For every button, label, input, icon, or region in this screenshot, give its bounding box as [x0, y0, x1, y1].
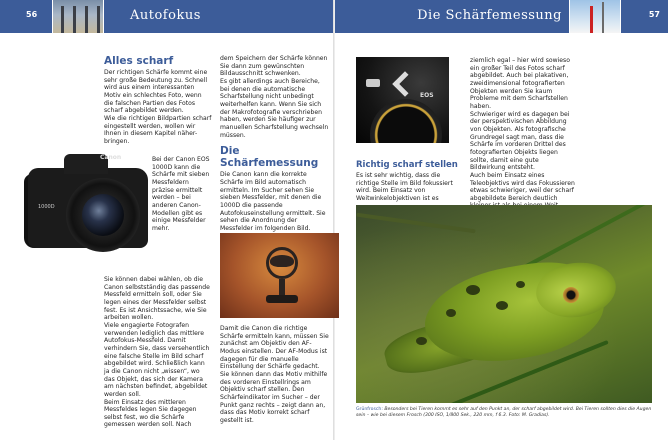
frog-photo-caption [356, 407, 656, 419]
paragraph: Der richtigen Schärfe kommt eine sehr große Bedeutung zu. Schnell wird aus einem interessanten Motiv ein schlechtes Foto, wenn die falschen Partien des Fotos scharf abgebildet werden. [104, 69, 208, 115]
caption-tag: Grünfrosch: [356, 407, 383, 412]
paragraph: Es gibt allerdings auch Bereiche, bei denen die automatische Scharfstellung nicht unbedingt weiterhelfen kann. Wenn Sie sich der Makrofotografie verschrieben haben, werden Sie häufiger zur manuellen Scharfstellung wechseln müssen. [220, 77, 329, 139]
camera-side-caption [152, 156, 210, 233]
camera-model-label: 1000D [38, 204, 55, 210]
left-chapter-title: Autofokus [130, 8, 201, 23]
paragraph: dem Speichern der Schärfe können Sie dann zum gewünschten Bildausschnitt schwenken. [220, 55, 328, 78]
eos-label: EOS [420, 92, 434, 99]
thumbnail-bar [61, 6, 64, 33]
right-page-number: 57 [648, 10, 660, 19]
frog-spot [516, 281, 525, 288]
af-mf-switch [366, 79, 380, 87]
book-gutter [333, 0, 335, 440]
left-column-1-top [104, 55, 212, 146]
section-heading-schaerfemessung: Die Schärfemessung [220, 145, 319, 170]
paragraph: Bei der Canon EOS 1000D kann die Schärfe mit sieben Messfeldern präzise ermittelt werden – bei anderen Canon-Modellen gibt es einige Messfelder mehr. [152, 156, 210, 232]
left-header-thumbnail [52, 0, 104, 33]
frog-spot [496, 301, 508, 310]
frog-spot [466, 285, 480, 295]
thumbnail-bar [73, 6, 76, 33]
left-column-2-bottom [220, 325, 330, 425]
thumbnail-bar [85, 6, 88, 33]
right-column-2 [470, 57, 576, 210]
right-chapter-title: Die Schärfemessung [417, 8, 562, 23]
paragraph: Wie die richtigen Bildpartien scharf eingestellt werden, wollen wir Ihnen in diesem Kapitel näher-bringen. [104, 114, 212, 145]
ornament-base [266, 295, 298, 303]
paragraph: Viele engagierte Fotografen verwenden lediglich das mittlere Autofokus-Messfeld. Damit verhindern Sie, dass versehentlich eine falsche Stelle im Bild scharf abgebildet wird. Schließlich kann ja die Canon nicht „wissen“, wo das Objekt, das sich der Kamera am nächsten befindet, abgebildet werden soll. [104, 321, 210, 398]
right-header-band [335, 0, 668, 33]
thumbnail-bar [97, 6, 100, 33]
thumbnail-pole [602, 2, 604, 33]
camera-lens-glass [82, 194, 124, 236]
right-header-thumbnail [569, 0, 621, 33]
paragraph: Beim Einsatz des mittleren Messfeldes legen Sie dagegen selbst fest, wo die Schärfe gemessen werden soll. Nach [104, 398, 197, 429]
frog-eye [563, 287, 579, 303]
right-column-1 [356, 160, 464, 203]
frog-spot [446, 309, 456, 317]
frog-photo [356, 205, 652, 403]
paragraph: Sie können dabei wählen, ob die Canon selbstständig das passende Messfeld ermitteln soll, oder Sie legen eines der Messfelder selbst fest. Es ist Ansichtssache, wie Sie arbeiten wollen. [104, 276, 210, 322]
section-heading-alles-scharf: Alles scharf [104, 55, 174, 67]
section-heading-richtig-scharf-stellen: Richtig scharf stellen [356, 160, 458, 170]
lens-ring [370, 99, 442, 143]
left-header-band [0, 0, 333, 33]
paragraph: Schwieriger wird es dagegen bei der perspektivischen Abbildung von Objekten. Als fotografische Grundregel sagt man, dass die Schärfe im vorderen Drittel des fotografierten Objekts liegen sollte, damit eine gute Bildwirkung entsteht. [470, 110, 570, 172]
thumbnail-pole [590, 6, 593, 33]
ornament-figure [270, 255, 294, 267]
left-page-number: 56 [26, 10, 38, 19]
paragraph: Es ist sehr wichtig, dass die richtige Stelle im Bild fokussiert wird. Beim Einsatz von Weitwinkelobjektiven ist es [356, 172, 453, 202]
paragraph: ziemlich egal – hier wird sowieso ein großer Teil des Fotos scharf abgebildet. Auch bei plakativen, zweidimensional fotografierten Objekten werden Sie kaum Probleme mit dem Scharfstellen haben. [470, 57, 570, 110]
caption-text: Besonders bei Tieren kommt es sehr auf den Punkt an, der scharf abgebildet wird. Bei Tieren sollten dies die Augen sein – wie bei diesem Frosch (300 ISO, 1/800 Sek., 220 mm, f 6.3. Foto: M. Gradias). [356, 407, 652, 418]
left-column-1-bottom [104, 276, 212, 429]
pointer-arrow-icon [392, 71, 417, 96]
canon-camera-image [24, 150, 150, 260]
paragraph: Die Canon kann die korrekte Schärfe im Bild automatisch ermitteln. Im Sucher sehen Sie sieben Messfelder, mit denen die 1000D die passende Autofokuseinstellung ermittelt. Sie sehen die Anordnung der Messfelder im folgenden Bild. [220, 171, 326, 232]
left-column-2 [220, 55, 330, 232]
camera-brand-label: Canon [100, 154, 122, 161]
hood-ornament-image [220, 233, 339, 318]
eos-lens-closeup-image [356, 57, 449, 143]
paragraph: Damit die Canon die richtige Schärfe ermitteln kann, müssen Sie zunächst am Objektiv den AF-Modus einstellen. Der AF-Modus ist dagegen für die manuelle Einstellung der Schärfe gedacht. Sie können dann das Motiv mithilfe des vorderen Einstellrings am Objektiv scharf stellen. Den Schärfeindikator im Sucher – der Punkt ganz rechts – zeigt dann an, dass das Motiv korrekt scharf gestellt ist. [220, 325, 329, 424]
frog-spot [416, 337, 427, 345]
paragraph: Auch beim Einsatz eines Teleobjektivs wird das Fokussieren etwas schwieriger, weil der scharf abgebildete Bereich deutlich [470, 171, 575, 202]
